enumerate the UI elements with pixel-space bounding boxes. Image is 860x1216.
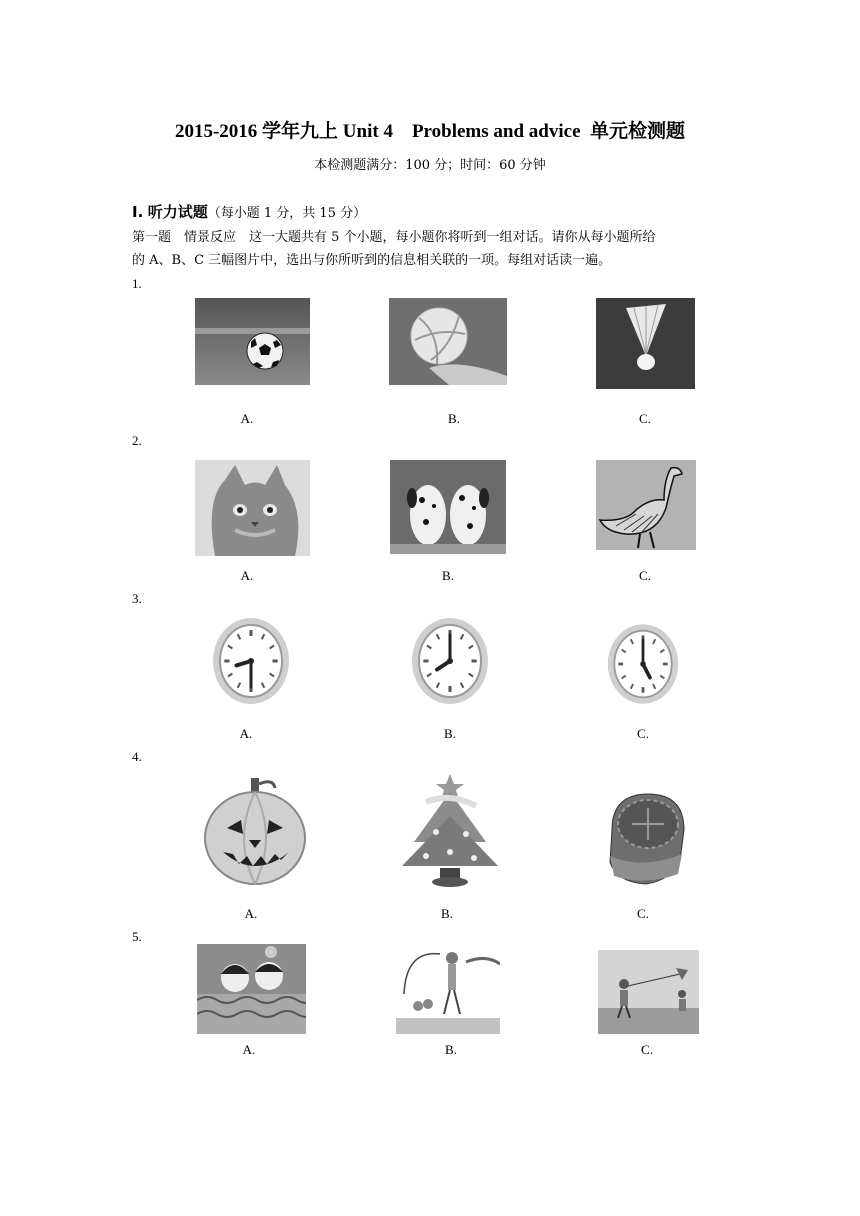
option-label-c: C. <box>639 568 651 583</box>
instruction-line-1: 第一题 情景反应 这一大题共有 5 个小题，每小题你将听到一组对话。请你从每小题所给 <box>132 230 656 245</box>
section-note: （每小题 1 分，共 15 分） <box>207 206 367 221</box>
kite-flying-picture <box>598 950 699 1034</box>
page-subtitle: 本检测题满分：100 分；时间：60 分钟 <box>314 158 546 173</box>
option-label-b: B. <box>448 411 460 426</box>
fishing-picture <box>396 944 500 1034</box>
question-number: 5. <box>132 929 142 944</box>
option-label-b: B. <box>444 726 456 741</box>
option-label-c: C. <box>637 726 649 741</box>
mooncake-picture <box>602 790 690 888</box>
option-label-a: A. <box>242 1042 256 1057</box>
shuttlecock-photo <box>596 298 695 389</box>
question-number: 3. <box>132 591 142 606</box>
question-number: 1. <box>132 276 142 291</box>
option-label-c: C. <box>639 411 651 426</box>
option-label-b: B. <box>442 568 454 583</box>
clock-icon <box>606 619 680 709</box>
clock-icon <box>410 616 490 706</box>
instruction-line-2: 的 A、B、C 三幅图片中，选出与你所听到的信息相关联的一项。每组对话读一遍。 <box>132 253 612 268</box>
section-name: 听力试题 <box>147 203 208 221</box>
christmas-tree-picture <box>396 772 504 888</box>
question-number: 2. <box>132 433 142 448</box>
dalmatians-photo <box>390 460 506 554</box>
question-number: 4. <box>132 749 142 764</box>
soccer-ball-photo <box>195 298 310 385</box>
option-label-c: C. <box>637 906 649 921</box>
goose-drawing <box>596 460 696 550</box>
option-label-a: A. <box>244 906 258 921</box>
option-label-a: A. <box>240 568 254 583</box>
option-label-a: A. <box>240 411 254 426</box>
option-label-a: A. <box>239 726 253 741</box>
cat-photo <box>195 460 310 556</box>
page-title: 2015-2016 学年九上 Unit 4 Problems and advice 单元检测题 <box>174 121 685 142</box>
clock-icon <box>211 616 291 706</box>
section-heading <box>132 201 366 222</box>
section-number: Ⅰ. <box>132 203 144 221</box>
option-label-b: B. <box>441 906 453 921</box>
option-label-b: B. <box>445 1042 457 1057</box>
pumpkin-lantern-picture <box>203 776 308 886</box>
children-swimming-picture <box>197 944 306 1034</box>
option-label-c: C. <box>641 1042 653 1057</box>
volleyball-photo <box>389 298 507 385</box>
